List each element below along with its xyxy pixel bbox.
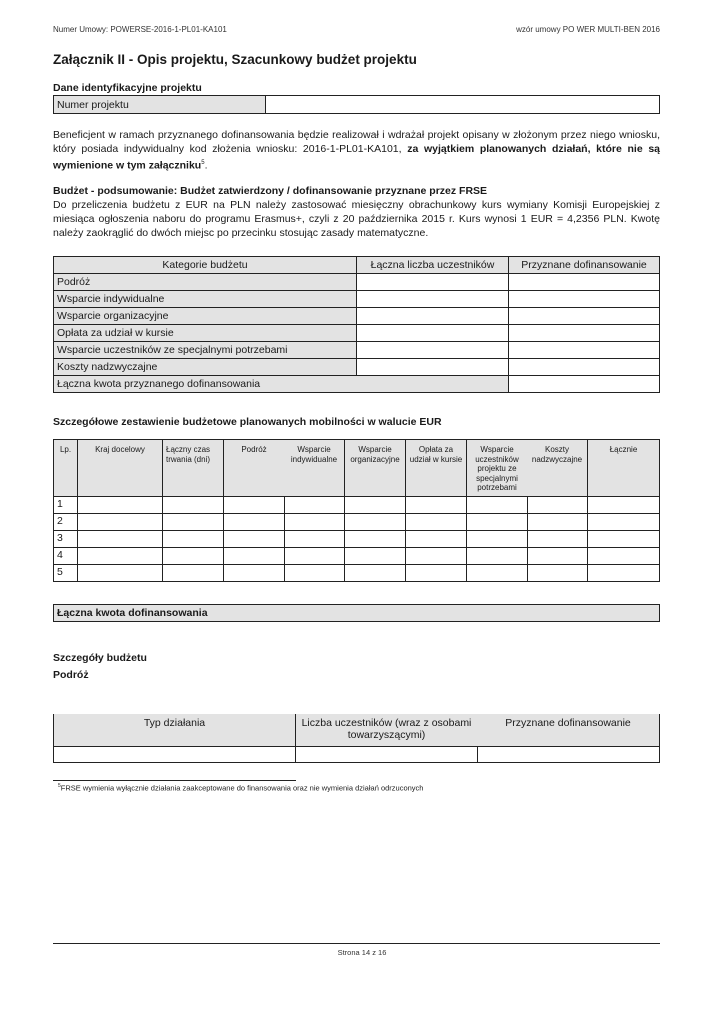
column-header: Liczba uczestników (wraz z osobami towarzyszącymi): [296, 714, 478, 746]
cell[interactable]: [284, 514, 345, 531]
identification-heading: Dane identyfikacyjne projektu: [53, 82, 202, 94]
column-header: Koszty nadzwyczajne: [527, 440, 588, 497]
column-header: Wsparcie organizacyjne: [345, 440, 406, 497]
project-number-label: Numer projektu: [54, 96, 266, 114]
amount-cell[interactable]: [509, 325, 660, 342]
cell[interactable]: [467, 497, 528, 514]
cell[interactable]: [527, 497, 588, 514]
cell[interactable]: [284, 531, 345, 548]
project-number-value[interactable]: [266, 96, 660, 114]
column-header: Wsparcie uczestników projektu ze specjalnymi potrzebami: [467, 440, 528, 497]
intro-paragraph: [53, 128, 660, 173]
cell[interactable]: [527, 548, 588, 565]
cell[interactable]: [406, 497, 467, 514]
footer-divider: [53, 943, 660, 944]
cell[interactable]: [224, 531, 285, 548]
total-value[interactable]: [509, 376, 660, 393]
details-subheading: Podróż: [53, 669, 89, 681]
cell[interactable]: [163, 531, 224, 548]
cell[interactable]: [224, 497, 285, 514]
row-number: 4: [54, 548, 78, 565]
participants-cell[interactable]: [357, 308, 509, 325]
category-cell: Podróż: [54, 274, 357, 291]
cell[interactable]: [588, 565, 660, 582]
participants-cell[interactable]: [296, 746, 478, 762]
participants-cell[interactable]: [357, 359, 509, 376]
amount-cell[interactable]: [509, 359, 660, 376]
template-name: wzór umowy PO WER MULTI-BEN 2016: [516, 25, 660, 34]
table-row: [54, 274, 660, 291]
cell[interactable]: [345, 514, 406, 531]
category-cell: Wsparcie uczestników ze specjalnymi potrzebami: [54, 342, 357, 359]
amount-cell[interactable]: [477, 746, 660, 762]
budget-summary-text: Do przeliczenia budżetu z EUR na PLN należy zastosować miesięczny obrachunkowy kurs wymiany Komisji Europejskiej z miesiąca ogłoszenia naboru do programu Erasmus+, czyli z 20 października 2015 r. Kurs wynosi 1 EUR = 4,2356 PLN. Kwotę należy zaokrąglić do dwóch miejsc po przecinku stosując zasady matematyczne.: [53, 199, 660, 239]
total-funding-table: [53, 604, 660, 622]
table-row: [54, 531, 660, 548]
footnote-text: FRSE wymienia wyłącznie działania zaakceptowane do finansowania oraz nie wymienia działań odrzuconych: [60, 783, 424, 793]
cell[interactable]: [467, 531, 528, 548]
row-number: 2: [54, 514, 78, 531]
table-row: [54, 548, 660, 565]
amount-cell[interactable]: [509, 291, 660, 308]
table-row: [54, 497, 660, 514]
table-row: [54, 514, 660, 531]
cell[interactable]: [345, 531, 406, 548]
cell[interactable]: [224, 514, 285, 531]
cell[interactable]: [588, 548, 660, 565]
total-row: [54, 376, 660, 393]
category-cell: Wsparcie organizacyjne: [54, 308, 357, 325]
column-header: Kategorie budżetu: [54, 257, 357, 274]
budget-summary-table: [53, 256, 660, 393]
details-heading: Szczegóły budżetu: [53, 652, 147, 664]
column-header: Wsparcie indywidualne: [284, 440, 345, 497]
footnote-ref: 5: [201, 160, 205, 166]
cell[interactable]: [284, 497, 345, 514]
travel-table: [53, 714, 660, 763]
cell[interactable]: [345, 497, 406, 514]
type-cell[interactable]: [54, 746, 296, 762]
cell[interactable]: [284, 548, 345, 565]
table-row: [54, 746, 660, 762]
cell[interactable]: [78, 565, 163, 582]
footnote-number: 5: [58, 783, 61, 789]
column-header: Typ działania: [54, 714, 296, 746]
cell[interactable]: [284, 565, 345, 582]
category-cell: Koszty nadzwyczajne: [54, 359, 357, 376]
cell[interactable]: [224, 548, 285, 565]
cell[interactable]: [345, 565, 406, 582]
table-row: [54, 565, 660, 582]
cell[interactable]: [467, 514, 528, 531]
total-funding-label: Łączna kwota dofinansowania: [54, 605, 660, 622]
amount-cell[interactable]: [509, 274, 660, 291]
cell[interactable]: [163, 548, 224, 565]
cell[interactable]: [527, 514, 588, 531]
table-row: [54, 325, 660, 342]
footnote: [58, 783, 423, 793]
cell[interactable]: [588, 497, 660, 514]
footnote-divider: [53, 780, 296, 781]
detailed-table: [53, 439, 660, 582]
column-header: Podróż: [224, 440, 285, 497]
column-header: Lp.: [54, 440, 78, 497]
cell[interactable]: [406, 565, 467, 582]
identification-table: [53, 95, 660, 114]
contract-number: Numer Umowy: POWERSE-2016-1-PL01-KA101: [53, 25, 227, 34]
participants-cell[interactable]: [357, 291, 509, 308]
table-row: [54, 308, 660, 325]
participants-cell[interactable]: [357, 342, 509, 359]
table-row: [54, 342, 660, 359]
cell[interactable]: [78, 548, 163, 565]
cell[interactable]: [467, 565, 528, 582]
cell[interactable]: [345, 548, 406, 565]
intro-text: Beneficjent w ramach przyznanego dofinansowania będzie realizował i wdrażał projekt opisany w złożonym przez niego wniosku, który posiada indywidualny kod złożenia wniosku: 2016-1-PL01-KA101,: [53, 129, 660, 155]
column-header: Łączny czas trwania (dni): [163, 440, 224, 497]
page-number: Strona 14 z 16: [337, 948, 387, 957]
row-number: 3: [54, 531, 78, 548]
detailed-heading: Szczegółowe zestawienie budżetowe planowanych mobilności w walucie EUR: [53, 416, 442, 428]
budget-summary-heading: Budżet - podsumowanie: Budżet zatwierdzony / dofinansowanie przyznane przez FRSE: [53, 185, 488, 197]
column-header: Opłata za udział w kursie: [406, 440, 467, 497]
page-title: Załącznik II - Opis projektu, Szacunkowy budżet projektu: [53, 52, 417, 67]
row-number: 1: [54, 497, 78, 514]
cell[interactable]: [163, 514, 224, 531]
table-row: [54, 291, 660, 308]
category-cell: Wsparcie indywidualne: [54, 291, 357, 308]
cell[interactable]: [224, 565, 285, 582]
cell[interactable]: [588, 514, 660, 531]
cell[interactable]: [527, 565, 588, 582]
column-header: Przyznane dofinansowanie: [477, 714, 660, 746]
column-header: Kraj docelowy: [78, 440, 163, 497]
cell[interactable]: [163, 565, 224, 582]
participants-cell[interactable]: [357, 274, 509, 291]
amount-cell[interactable]: [509, 342, 660, 359]
column-header: Łącznie: [588, 440, 660, 497]
amount-cell[interactable]: [509, 308, 660, 325]
intro-end: .: [204, 159, 208, 172]
row-number: 5: [54, 565, 78, 582]
cell[interactable]: [467, 548, 528, 565]
cell[interactable]: [406, 531, 467, 548]
cell[interactable]: [406, 514, 467, 531]
category-cell: Opłata za udział w kursie: [54, 325, 357, 342]
cell[interactable]: [78, 497, 163, 514]
intro-bold-text: za wyjątkiem planowanych działań, które nie są wymienione w tym załączniku: [53, 143, 660, 172]
table-row: [54, 359, 660, 376]
cell[interactable]: [78, 531, 163, 548]
column-header: Przyznane dofinansowanie: [509, 257, 660, 274]
cell[interactable]: [406, 548, 467, 565]
participants-cell[interactable]: [357, 325, 509, 342]
total-label: Łączna kwota przyznanego dofinansowania: [54, 376, 509, 393]
cell[interactable]: [527, 531, 588, 548]
column-header: Łączna liczba uczestników: [357, 257, 509, 274]
cell[interactable]: [163, 497, 224, 514]
cell[interactable]: [588, 531, 660, 548]
cell[interactable]: [78, 514, 163, 531]
